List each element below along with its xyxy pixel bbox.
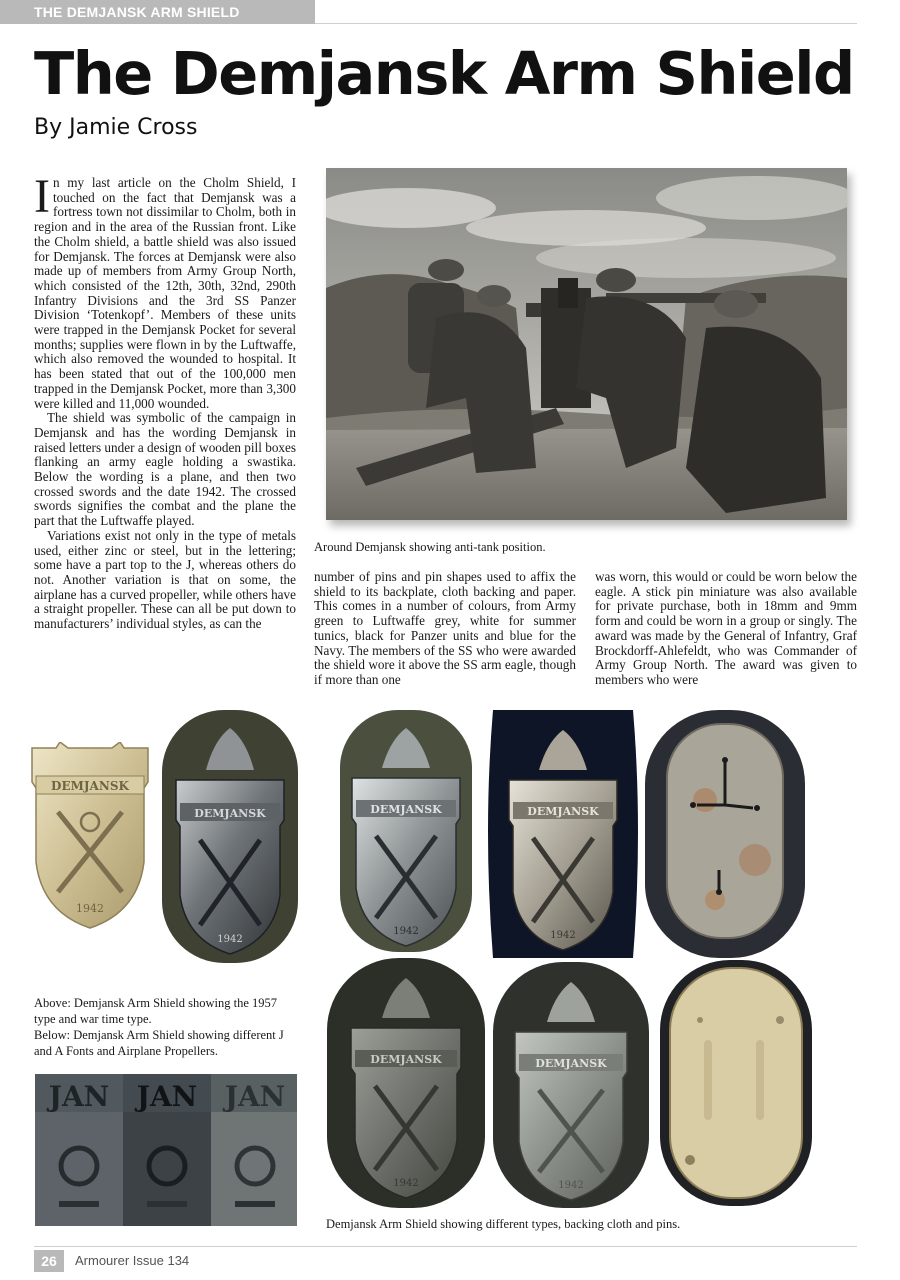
column-3-text: was worn, this would or could be worn below the eagle. A stick pin miniature was also available for private purchase, both in 18mm and 9mm form and could be worn in a group or singly. The award was made by the General of Infantry, Graf Brockdorff-Ahlefeldt, who was Commander of Army Group North. The award was given to members who were xyxy=(595,569,857,687)
shield-on-black-cloth-photo xyxy=(483,710,643,958)
publication-name: Armourer Issue 134 xyxy=(75,1253,190,1268)
page-title: The Demjansk Arm Shield xyxy=(34,39,854,108)
shield-2-wording: DEMJANSK xyxy=(194,807,266,820)
footer-rule xyxy=(34,1246,857,1247)
column-2-text: number of pins and pin shapes used to affix the shield to its backplate, cloth backing and paper. This comes in a number of colours, from Army green to Luftwaffe grey, white for summer tunics, black for Panzer units and blue for the Navy. The members of the SS who were awarded the shield wore it above the SS arm eagle, though if more than one xyxy=(314,569,576,687)
drop-cap: I xyxy=(34,170,50,223)
shield-zinc-on-dark-cloth-photo xyxy=(493,962,649,1208)
paragraph-2: The shield was symbolic of the campaign in Demjansk and has the wording Demjansk in raised letters under a design of wooden pill boxes flanking an army eagle holding a swastika. Below the wording is a plane, and then two crossed swords and the date 1942. The crossed swords signifies the combat and the plane the part that the Luftwaffe played. xyxy=(34,410,296,529)
shield-6-year: 1942 xyxy=(558,1180,584,1191)
lettering-propeller-closeup-photo xyxy=(35,1074,297,1226)
shield-1-wording: DEMJANSK xyxy=(51,779,129,793)
bottom-photo-caption: Demjansk Arm Shield showing different types, backing cloth and pins. xyxy=(326,1217,681,1231)
anti-tank-position-photo xyxy=(326,168,847,520)
shield-3-year: 1942 xyxy=(393,926,419,937)
shield-5-wording: DEMJANSK xyxy=(370,1053,442,1066)
shield-war-time-on-green-cloth-photo xyxy=(162,710,298,963)
section-label: THE DEMJANSK ARM SHIELD xyxy=(0,0,315,24)
shield-4-year: 1942 xyxy=(550,930,576,941)
shield-1957-type-photo xyxy=(28,742,152,932)
header-rule xyxy=(315,23,857,24)
main-photo-caption: Around Demjansk showing anti-tank position. xyxy=(314,540,546,554)
shield-3-wording: DEMJANSK xyxy=(370,803,442,816)
article-column-2 xyxy=(314,570,576,688)
shield-2-year: 1942 xyxy=(217,934,243,945)
shield-1-year: 1942 xyxy=(76,902,104,915)
shield-paper-backing-photo xyxy=(660,960,812,1206)
left-caption-below: Below: Demjansk Arm Shield showing different J and A Fonts and Airplane Propellers. xyxy=(34,1028,284,1058)
article-column-1 xyxy=(34,170,296,632)
page-number: 26 xyxy=(34,1250,64,1272)
shield-6-wording: DEMJANSK xyxy=(535,1057,607,1070)
closeup-lettering-1: JAN xyxy=(48,1080,110,1113)
closeup-lettering-2: JAN xyxy=(136,1080,198,1113)
paragraph-1-text: n my last article on the Cholm Shield, I touched on the fact that Demjansk was a fortress town not dissimilar to Cholm, both in region and in the area of the Russian front. Like the Cholm shield, a battle shield was also issued for Demjansk. The forces at Demjansk were also made up of members from Army Group North, which consisted of the 12th, 30th, 32nd, 290th Infantry Divisions and the 3rd SS Panzer Division ‘Totenkopf’. Members of these units were trapped in the Demjansk Pocket for several months; supplies were flown in by the Luftwaffe, which also removed the wounded to hospital. It has been stated that out of the 100,000 men trapped in the Demjansk Pocket, more than 3,300 were killed and 11,000 wounded. xyxy=(34,175,296,411)
paragraph-3: Variations exist not only in the type of metals used, either zinc or steel, but in the lettering; some have a part top to the J, whereas others do not. Another variation is that on some, the airplane has a curved propeller, while others have a straight propeller. These can all be put down to manufacturers’ individual styles, as can the xyxy=(34,527,296,632)
shield-on-green-cloth-photo xyxy=(340,710,472,952)
byline: By Jamie Cross xyxy=(34,115,198,140)
shield-5-year: 1942 xyxy=(393,1178,419,1189)
shield-on-dark-green-cloth-photo xyxy=(327,958,485,1208)
paragraph-1 xyxy=(34,170,296,411)
left-caption-above: Above: Demjansk Arm Shield showing the 1957 type and war time type. xyxy=(34,996,278,1026)
shield-backplate-pins-photo xyxy=(645,710,805,958)
article-column-3 xyxy=(595,570,857,688)
shield-4-wording: DEMJANSK xyxy=(527,805,599,818)
closeup-lettering-3: JAN xyxy=(224,1080,286,1113)
